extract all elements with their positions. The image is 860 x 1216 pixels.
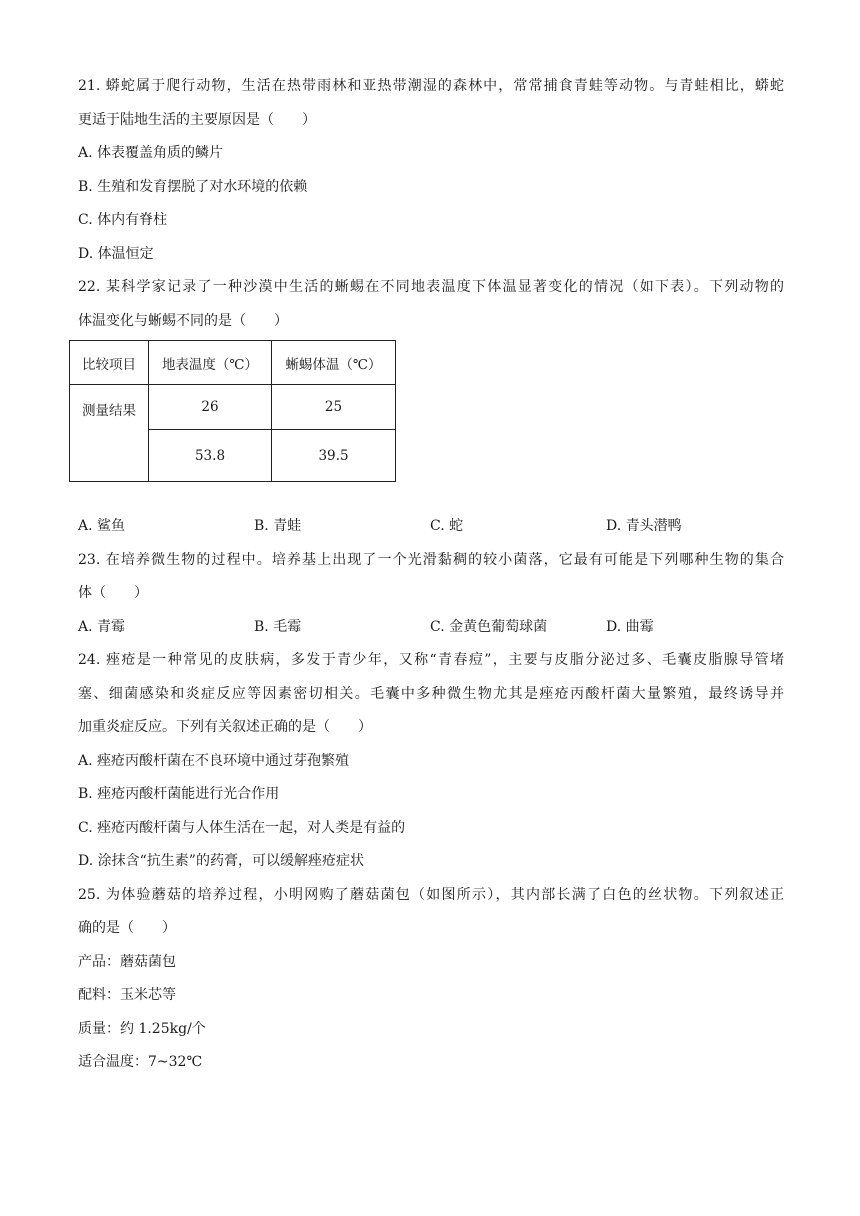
question-22-option-a: A. 鲨鱼 [78, 518, 126, 534]
question-21-stem-line-2: 更适于陆地生活的主要原因是（ ） [78, 111, 316, 128]
question-22-stem-line-1: 22. 某科学家记录了一种沙漠中生活的蜥蜴在不同地表温度下体温显著变化的情况（如下表）。下列动物的 [78, 279, 784, 295]
question-23-stem-line-2: 体（ ） [78, 585, 148, 601]
product-label-ingredients: 配料：玉米芯等 [78, 987, 176, 1003]
question-22-option-b: B. 青蛙 [254, 518, 302, 534]
question-22-option-c: C. 蛇 [430, 518, 464, 534]
table-cell: 39.5 [272, 430, 396, 482]
question-21-option-d: D. 体温恒定 [78, 245, 154, 262]
question-23-option-c: C. 金黄色葡萄球菌 [430, 618, 548, 635]
lizard-temperature-table [69, 340, 396, 482]
table-cell: 25 [272, 385, 396, 430]
table-row-label: 测量结果 [70, 385, 149, 482]
table-header-lizard-temp: 蜥蜴体温（℃） [272, 341, 396, 385]
question-25 [78, 879, 784, 1080]
product-label-product: 产品：蘑菇菌包 [78, 953, 176, 970]
question-24-stem-line-3: 加重炎症反应。下列有关叙述正确的是（ ） [78, 719, 372, 735]
table-cell: 53.8 [149, 430, 272, 482]
question-23-options [78, 611, 784, 645]
question-25-stem-line-1: 25. 为体验蘑菇的培养过程，小明网购了蘑菇菌包（如图所示），其内部长满了白色的丝状物。下列叙述正 [78, 886, 784, 903]
question-24-option-a: A. 痤疮丙酸杆菌在不良环境中通过芽孢繁殖 [78, 752, 350, 769]
question-22-option-d: D. 青头潜鸭 [606, 518, 682, 534]
question-24-option-c: C. 痤疮丙酸杆菌与人体生活在一起，对人类是有益的 [78, 819, 406, 836]
question-24-option-b: B. 痤疮丙酸杆菌能进行光合作用 [78, 786, 280, 802]
table-cell: 26 [149, 385, 272, 430]
exam-page [78, 70, 784, 1080]
question-23-option-d: D. 曲霉 [606, 618, 654, 635]
question-21 [78, 70, 784, 271]
question-21-stem-line-1: 21. 蟒蛇属于爬行动物，生活在热带雨林和亚热带潮湿的森林中，常常捕食青蛙等动物。与青蛙相比，蟒蛇 [78, 78, 784, 94]
question-21-option-c: C. 体内有脊柱 [78, 212, 168, 228]
question-22-options [78, 510, 784, 544]
question-21-option-b: B. 生殖和发育摆脱了对水环境的依赖 [78, 178, 308, 195]
question-24 [78, 644, 784, 879]
question-23-option-b: B. 毛霉 [254, 618, 302, 635]
question-24-option-d: D. 涂抹含“抗生素”的药膏，可以缓解痤疮症状 [78, 853, 364, 869]
question-25-stem-line-2: 确的是（ ） [78, 920, 176, 936]
question-22 [78, 271, 784, 544]
question-22-stem-line-2: 体温变化与蜥蜴不同的是（ ） [78, 312, 288, 329]
question-23 [78, 544, 784, 645]
question-24-stem-line-1: 24. 痤疮是一种常见的皮肤病，多发于青少年，又称“青春痘”，主要与皮脂分泌过多、毛囊皮脂腺导管堵 [78, 652, 784, 668]
question-23-stem-line-1: 23. 在培养微生物的过程中。培养基上出现了一个光滑黏稠的较小菌落，它最有可能是下列哪种生物的集合 [78, 551, 784, 568]
question-21-option-a: A. 体表覆盖角质的鳞片 [78, 145, 224, 161]
product-label-temperature: 适合温度：7~32℃ [78, 1054, 203, 1070]
product-label-weight: 质量：约 1.25kg/个 [78, 1020, 206, 1037]
question-24-stem-line-2: 塞、细菌感染和炎症反应等因素密切相关。毛囊中多种微生物尤其是痤疮丙酸杆菌大量繁殖，最终诱导并 [78, 685, 784, 702]
table-header-item: 比较项目 [70, 341, 149, 385]
table-header-ground-temp: 地表温度（℃） [149, 341, 272, 385]
question-23-option-a: A. 青霉 [78, 618, 126, 635]
